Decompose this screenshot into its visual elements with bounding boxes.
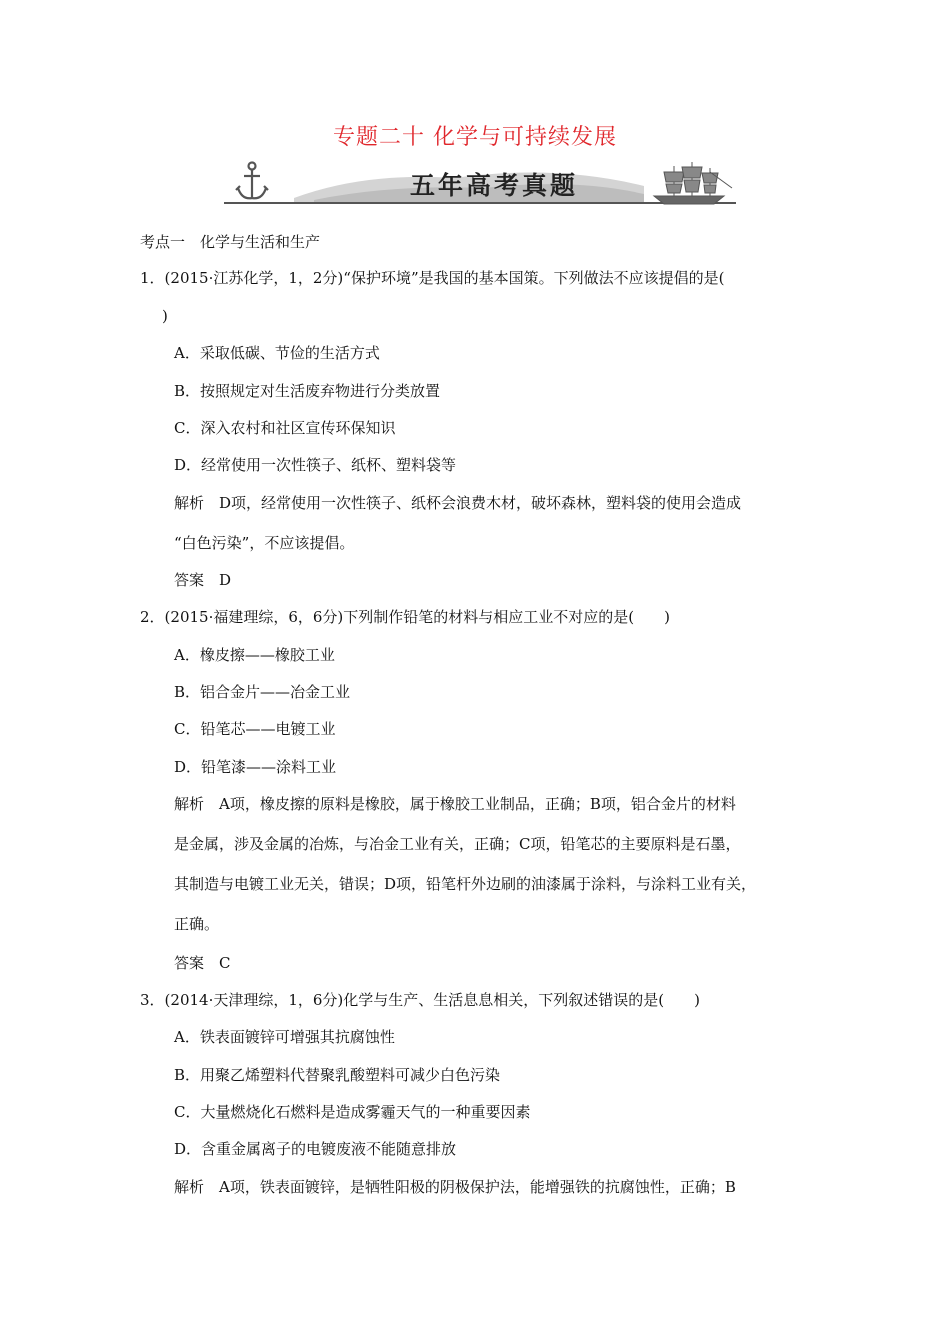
anchor-icon — [236, 163, 268, 199]
question-2-option-a: A．橡皮擦——橡胶工业 — [174, 646, 335, 664]
question-1-option-d: D．经常使用一次性筷子、纸杯、塑料袋等 — [174, 456, 457, 474]
section-heading: 考点一 化学与生活和生产 — [140, 233, 321, 251]
question-2-analysis: 解析 A项，橡皮擦的原料是橡胶，属于橡胶工业制品，正确；B项，铝合金片的材料 — [174, 795, 736, 813]
question-3-analysis: 解析 A项，铁表面镀锌，是牺牲阳极的阴极保护法，能增强铁的抗腐蚀性，正确；B — [174, 1178, 736, 1196]
question-2-option-d: D．铅笔漆——涂料工业 — [174, 758, 337, 776]
question-3-stem: 3．(2014·天津理综，1，6分)化学与生产、生活息息相关，下列叙述错误的是( ) — [140, 991, 700, 1009]
question-1-analysis: 解析 D项，经常使用一次性筷子、纸杯会浪费木材，破坏森林，塑料袋的使用会造成 — [174, 494, 742, 512]
question-2-stem: 2．(2015·福建理综，6，6分)下列制作铅笔的材料与相应工业不对应的是( ) — [140, 608, 670, 626]
question-2-analysis-cont-2: 其制造与电镀工业无关，错误；D项，铅笔杆外边刷的油漆属于涂料，与涂料工业有关， — [174, 875, 757, 893]
question-3-option-d: D．含重金属离子的电镀废液不能随意排放 — [174, 1140, 457, 1158]
question-3-option-c: C．大量燃烧化石燃料是造成雾霾天气的一种重要因素 — [174, 1103, 531, 1121]
question-1-option-c: C．深入农村和社区宣传环保知识 — [174, 419, 396, 437]
question-1-option-b: B．按照规定对生活废弃物进行分类放置 — [174, 382, 441, 400]
question-2-option-b: B．铝合金片——冶金工业 — [174, 683, 351, 701]
question-1-analysis-cont: “白色污染”，不应该提倡。 — [174, 534, 355, 552]
question-1-answer: 答案 D — [174, 571, 232, 589]
question-2-analysis-cont-3: 正确。 — [174, 915, 220, 933]
question-1-stem-cont: ) — [162, 307, 168, 325]
question-3-option-a: A．铁表面镀锌可增强其抗腐蚀性 — [174, 1028, 395, 1046]
question-1-option-a: A．采取低碳、节俭的生活方式 — [174, 344, 380, 362]
banner-title: 五年高考真题 — [409, 171, 578, 200]
section-banner — [224, 158, 736, 208]
question-3-option-b: B．用聚乙烯塑料代替聚乳酸塑料可减少白色污染 — [174, 1066, 501, 1084]
ship-icon — [654, 162, 732, 204]
question-1-stem: 1．(2015·江苏化学，1，2分)“保护环境”是我国的基本国策。下列做法不应该提倡的是( — [140, 269, 725, 287]
question-2-option-c: C．铅笔芯——电镀工业 — [174, 720, 336, 738]
question-2-analysis-cont-1: 是金属，涉及金属的冶炼，与冶金工业有关，正确；C项，铅笔芯的主要原料是石墨， — [174, 835, 741, 853]
question-2-answer: 答案 C — [174, 954, 231, 972]
page-title: 专题二十 化学与可持续发展 — [333, 125, 617, 150]
